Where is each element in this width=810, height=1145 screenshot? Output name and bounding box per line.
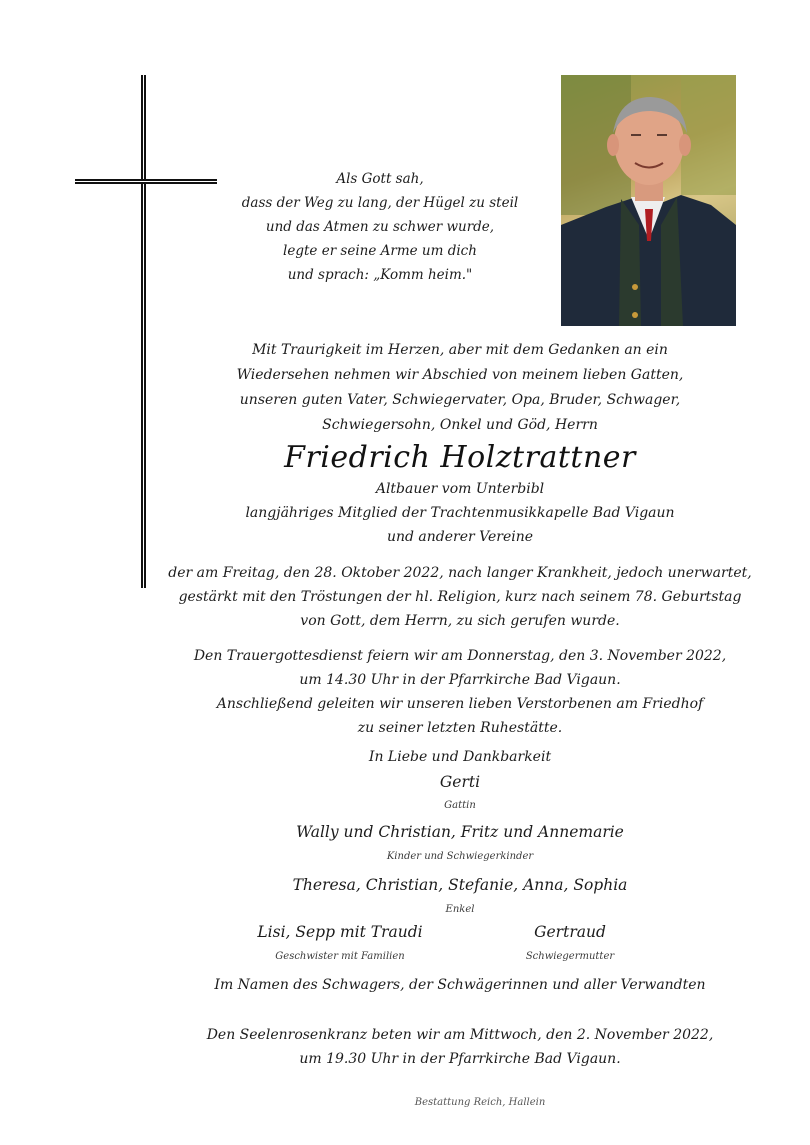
children-role: Kinder und Schwiegerkinder — [386, 851, 534, 862]
poem-line: dass der Weg zu lang, der Hügel zu steil — [241, 195, 519, 211]
description-line: langjähriges Mitglied der Trachtenmusikkapelle Bad Vigaun — [245, 505, 675, 521]
mourners-heading: In Liebe und Dankbarkeit — [368, 749, 552, 765]
cross-vertical-beam — [141, 75, 146, 588]
death-notice-line: der am Freitag, den 28. Oktober 2022, nach langer Krankheit, jedoch unerwartet, — [168, 565, 752, 581]
wife-name: Gerti — [439, 773, 481, 791]
rosary-line: Den Seelenrosenkranz beten wir am Mittwoch, den 2. November 2022, — [206, 1027, 714, 1043]
deceased-description — [225, 477, 695, 549]
poem-line: Als Gott sah, — [336, 171, 424, 187]
description-line: Altbauer vom Unterbibl — [375, 481, 545, 497]
death-notice-line: gestärkt mit den Tröstungen der hl. Religion, kurz nach seinem 78. Geburtstag — [178, 589, 742, 605]
funeral-service — [160, 644, 760, 740]
grandchildren-names: Theresa, Christian, Stefanie, Anna, Sophia — [292, 876, 628, 894]
intro-line: Wiedersehen nehmen wir Abschied von meinem lieben Gatten, — [236, 367, 684, 383]
intro-line: Schwiegersohn, Onkel und Göd, Herrn — [322, 417, 598, 433]
poem-line: und sprach: „Komm heim." — [287, 267, 473, 283]
relatives-line: Im Namen des Schwagers, der Schwägerinnen und aller Verwandten — [214, 977, 706, 993]
service-line: um 14.30 Uhr in der Pfarrkirche Bad Vigaun. — [299, 672, 621, 688]
poem — [215, 167, 545, 287]
mother-in-law-role: Schwiegermutter — [525, 951, 615, 962]
service-line: Den Trauergottesdienst feiern wir am Donnerstag, den 3. November 2022, — [193, 648, 727, 664]
siblings-role: Geschwister mit Familien — [275, 951, 405, 962]
service-line: zu seiner letzten Ruhestätte. — [357, 720, 563, 736]
cross-horizontal-beam — [75, 179, 217, 184]
death-notice-line: von Gott, dem Herrn, zu sich gerufen wurde. — [300, 613, 620, 629]
grandchildren-role: Enkel — [445, 904, 475, 915]
description-line: und anderer Vereine — [386, 529, 534, 545]
poem-line: und das Atmen zu schwer wurde, — [265, 219, 495, 235]
death-notice — [160, 561, 760, 633]
intro-line: Mit Traurigkeit im Herzen, aber mit dem Gedanken an ein — [252, 342, 668, 358]
announcement-intro — [225, 338, 695, 438]
siblings-names: Lisi, Sepp mit Traudi — [257, 923, 423, 941]
deceased-name: Friedrich Holztrattner — [284, 440, 636, 475]
portrait-photo — [561, 75, 736, 326]
rosary-notice — [180, 1023, 740, 1071]
intro-line: unseren guten Vater, Schwiegervater, Opa, Bruder, Schwager, — [239, 392, 681, 408]
portrait-illustration — [561, 75, 736, 326]
funeral-home-credit: Bestattung Reich, Hallein — [414, 1097, 546, 1108]
children-names: Wally und Christian, Fritz und Annemarie — [296, 823, 624, 841]
service-line: Anschließend geleiten wir unseren lieben Verstorbenen am Friedhof — [216, 696, 704, 712]
mother-in-law-name: Gertraud — [534, 923, 606, 941]
wife-role: Gattin — [444, 800, 476, 811]
poem-line: legte er seine Arme um dich — [283, 243, 477, 259]
rosary-line: um 19.30 Uhr in der Pfarrkirche Bad Vigaun. — [299, 1051, 621, 1067]
